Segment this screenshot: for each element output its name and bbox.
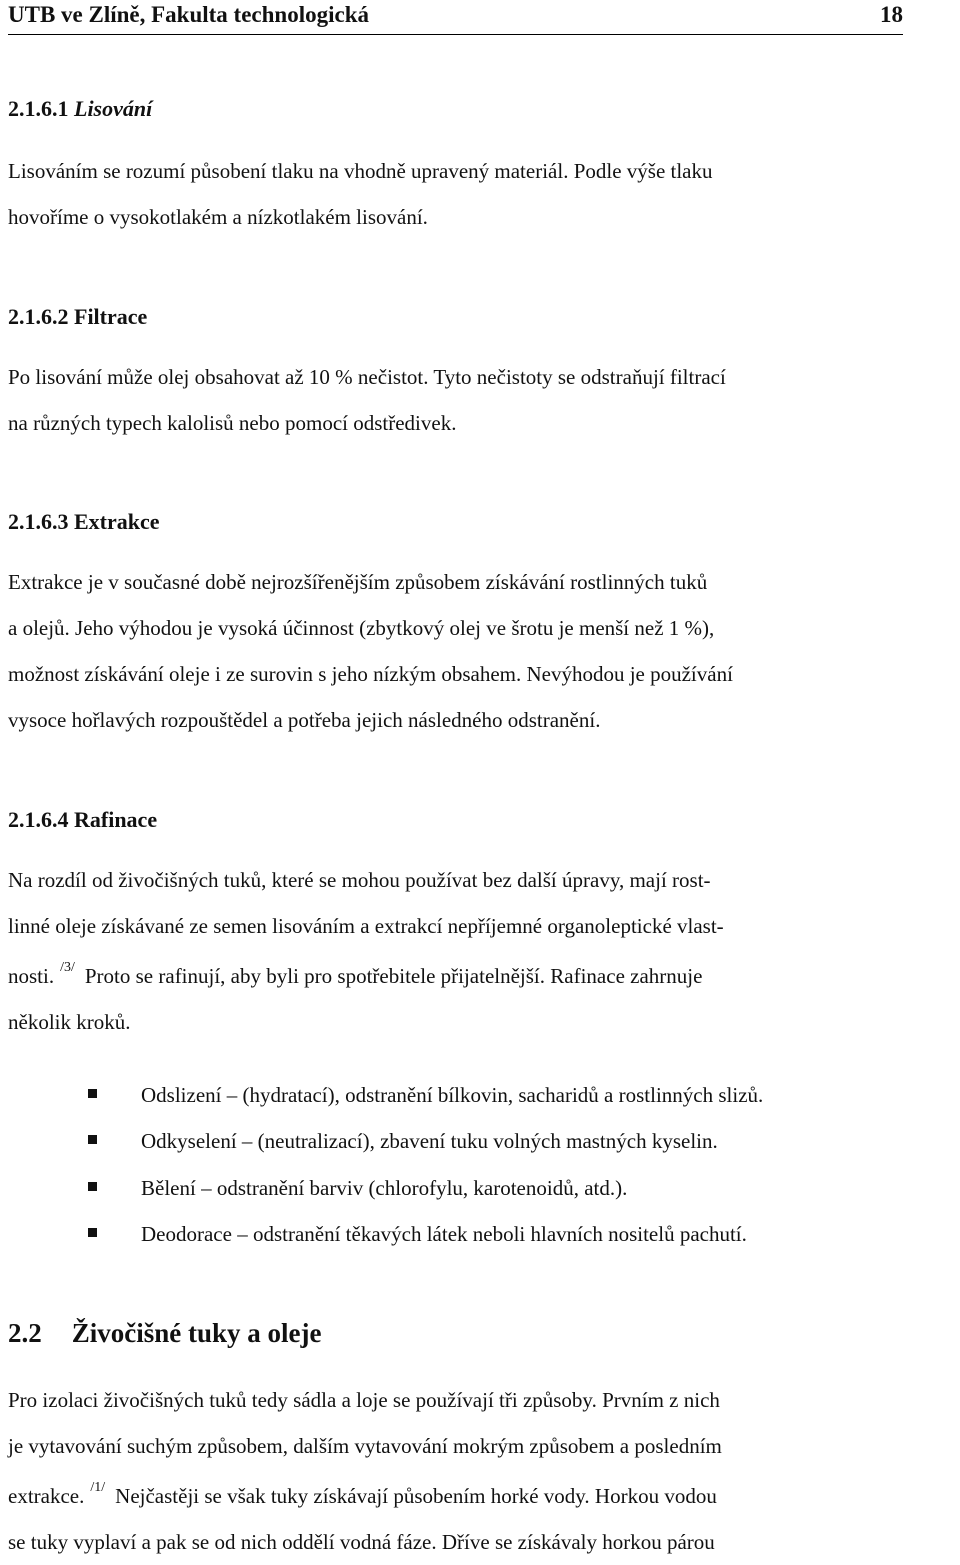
section-title: Rafinace bbox=[74, 807, 158, 832]
square-bullet-icon bbox=[88, 1089, 97, 1098]
section-heading-lisovani bbox=[8, 96, 903, 122]
section-title: Extrakce bbox=[74, 509, 160, 534]
section-number: 2.1.6.3 bbox=[8, 509, 69, 534]
paragraph-zivocisne-tuky bbox=[8, 1377, 903, 1565]
square-bullet-icon bbox=[88, 1228, 97, 1237]
text-line: a olejů. Jeho výhodou je vysoká účinnost (zbytkový olej ve šrotu je menší než 1 %), bbox=[8, 616, 715, 640]
text-line: několik kroků. bbox=[8, 1010, 131, 1034]
list-item-text: Bělení – odstranění barviv (chlorofylu, karotenoidů, atd.). bbox=[141, 1176, 628, 1200]
page-number: 18 bbox=[880, 2, 903, 27]
section-title: Lisování bbox=[74, 96, 153, 121]
paragraph-filtrace bbox=[8, 354, 903, 446]
text-line: linné oleje získávané ze semen lisováním a extrakcí nepříjemné organoleptické vlast- bbox=[8, 914, 724, 938]
paragraph-extrakce bbox=[8, 559, 903, 743]
square-bullet-icon bbox=[88, 1182, 97, 1191]
text-line-with-reference bbox=[8, 1469, 903, 1519]
chapter-number: 2.2 bbox=[8, 1318, 42, 1348]
text-line: Na rozdíl od živočišných tuků, které se mohou používat bez další úpravy, mají rost- bbox=[8, 868, 711, 892]
header-title: UTB ve Zlíně, Fakulta technologická bbox=[8, 2, 369, 27]
text-line: je vytavování suchým způsobem, dalším vytavování mokrým způsobem a posledním bbox=[8, 1434, 722, 1458]
chapter-heading bbox=[8, 1318, 903, 1349]
list-item-text: Odkyselení – (neutralizací), zbavení tuku volných mastných kyselin. bbox=[141, 1129, 718, 1153]
citation-reference: /3/ bbox=[60, 960, 75, 975]
section-number: 2.1.6.4 bbox=[8, 807, 69, 832]
citation-reference: /1/ bbox=[90, 1480, 106, 1495]
text-line: na různých typech kalolisů nebo pomocí odstředivek. bbox=[8, 411, 457, 435]
page-header bbox=[8, 0, 903, 35]
list-item-text: Odslizení – (hydratací), odstranění bílkovin, sacharidů a rostlinných slizů. bbox=[141, 1083, 764, 1107]
text-line: Pro izolaci živočišných tuků tedy sádla a loje se používají tři způsoby. Prvním z nich bbox=[8, 1388, 720, 1412]
text-line: Po lisování může olej obsahovat až 10 % nečistot. Tyto nečistoty se odstraňují filtrací bbox=[8, 365, 726, 389]
text-line-with-reference bbox=[8, 949, 903, 999]
section-heading-rafinace bbox=[8, 807, 903, 833]
text-line: možnost získávání oleje i ze surovin s jeho nízkým obsahem. Nevýhodou je používání bbox=[8, 662, 733, 686]
section-title: Filtrace bbox=[74, 304, 148, 329]
text-fragment: nosti. bbox=[8, 964, 55, 988]
text-line: Extrakce je v současné době nejrozšířenějším způsobem získávání rostlinných tuků bbox=[8, 570, 708, 594]
section-heading-filtrace bbox=[8, 304, 903, 330]
text-line: se tuky vyplaví a pak se od nich oddělí vodná fáze. Dříve se získávaly horkou párou bbox=[8, 1530, 715, 1554]
text-fragment: Nejčastěji se však tuky získávají působením horké vody. Horkou vodou bbox=[115, 1484, 717, 1508]
section-number: 2.1.6.2 bbox=[8, 304, 69, 329]
text-fragment: Proto se rafinují, aby byli pro spotřebitele přijatelnější. Rafinace zahrnuje bbox=[84, 964, 703, 988]
text-line: hovoříme o vysokotlakém a nízkotlakém lisování. bbox=[8, 205, 428, 229]
text-line: Lisováním se rozumí působení tlaku na vhodně upravený materiál. Podle výše tlaku bbox=[8, 159, 713, 183]
text-fragment: extrakce. bbox=[8, 1484, 85, 1508]
chapter-title: Živočišné tuky a oleje bbox=[71, 1318, 322, 1348]
square-bullet-icon bbox=[88, 1135, 97, 1144]
list-item-text: Deodorace – odstranění těkavých látek neboli hlavních nositelů pachutí. bbox=[141, 1222, 747, 1246]
section-heading-extrakce bbox=[8, 509, 903, 535]
section-number: 2.1.6.1 bbox=[8, 96, 69, 121]
paragraph-lisovani bbox=[8, 148, 903, 240]
paragraph-rafinace bbox=[8, 857, 903, 1045]
text-line: vysoce hořlavých rozpouštědel a potřeba jejich následného odstranění. bbox=[8, 708, 601, 732]
